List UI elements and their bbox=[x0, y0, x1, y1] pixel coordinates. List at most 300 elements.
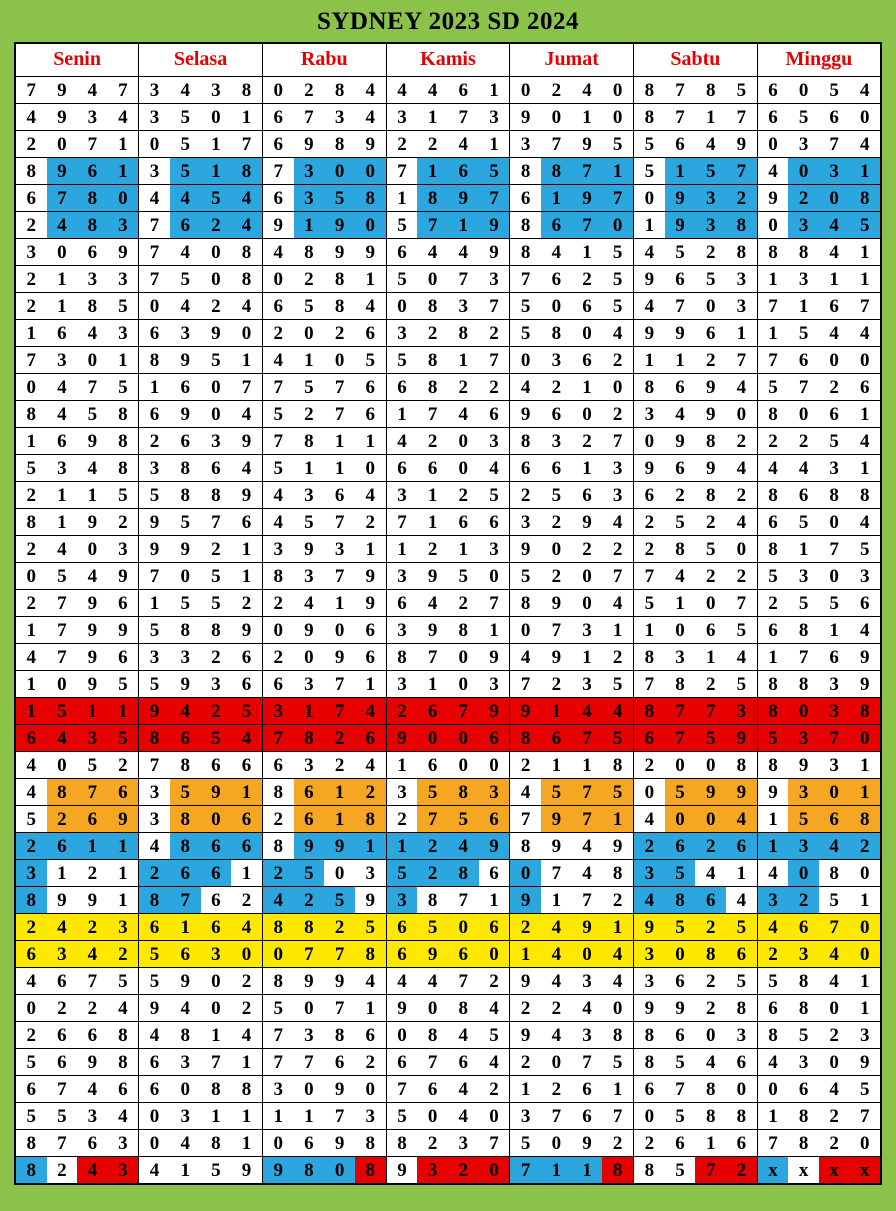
digit: 4 bbox=[726, 887, 757, 913]
digit: 4 bbox=[758, 914, 789, 940]
digit: 3 bbox=[294, 563, 325, 589]
digit: 7 bbox=[819, 536, 850, 562]
result-cell bbox=[757, 77, 881, 104]
digit: 2 bbox=[510, 914, 541, 940]
digit: 2 bbox=[602, 887, 633, 913]
digit: 6 bbox=[77, 158, 108, 184]
digit: 5 bbox=[665, 914, 696, 940]
result-cell bbox=[15, 563, 139, 590]
digit: 2 bbox=[47, 995, 78, 1021]
digit: 8 bbox=[231, 239, 262, 265]
digit-group bbox=[634, 185, 757, 211]
digit: x bbox=[819, 1157, 850, 1183]
digit: 0 bbox=[510, 617, 541, 643]
digit: 2 bbox=[201, 644, 232, 670]
digit: 8 bbox=[788, 968, 819, 994]
digit-group bbox=[387, 1076, 510, 1102]
result-cell bbox=[634, 347, 758, 374]
digit: 8 bbox=[510, 212, 541, 238]
digit: 1 bbox=[758, 266, 789, 292]
digit: 1 bbox=[417, 671, 448, 697]
digit-group bbox=[634, 1022, 757, 1048]
digit: 5 bbox=[665, 779, 696, 805]
digit: 6 bbox=[201, 914, 232, 940]
digit: 7 bbox=[201, 1049, 232, 1075]
result-cell bbox=[386, 212, 510, 239]
digit: 8 bbox=[634, 644, 665, 670]
digit: 0 bbox=[819, 563, 850, 589]
table-row bbox=[15, 455, 881, 482]
digit: x bbox=[788, 1157, 819, 1183]
digit: 0 bbox=[231, 320, 262, 346]
digit: 2 bbox=[139, 860, 170, 886]
digit: 9 bbox=[324, 212, 355, 238]
digit: 5 bbox=[758, 563, 789, 589]
digit-group bbox=[263, 887, 386, 913]
digit: 2 bbox=[417, 320, 448, 346]
digit: 0 bbox=[726, 401, 757, 427]
digit: 9 bbox=[387, 1157, 418, 1183]
result-cell bbox=[15, 671, 139, 698]
digit: 6 bbox=[324, 1049, 355, 1075]
digit: 5 bbox=[170, 509, 201, 535]
digit: 3 bbox=[170, 1049, 201, 1075]
digit: 2 bbox=[417, 1130, 448, 1156]
digit: 3 bbox=[77, 1103, 108, 1129]
digit: 5 bbox=[510, 293, 541, 319]
digit: 5 bbox=[819, 590, 850, 616]
digit: 6 bbox=[758, 617, 789, 643]
digit: 6 bbox=[448, 158, 479, 184]
table-row bbox=[15, 752, 881, 779]
digit: 8 bbox=[788, 1130, 819, 1156]
digit: 6 bbox=[510, 455, 541, 481]
digit: 1 bbox=[634, 617, 665, 643]
digit: 9 bbox=[108, 563, 139, 589]
digit: 0 bbox=[479, 1157, 510, 1183]
digit: 6 bbox=[77, 806, 108, 832]
digit: 7 bbox=[448, 266, 479, 292]
digit: 8 bbox=[695, 428, 726, 454]
result-cell bbox=[15, 185, 139, 212]
digit: 1 bbox=[602, 1076, 633, 1102]
digit: 6 bbox=[387, 941, 418, 967]
digit: 0 bbox=[541, 293, 572, 319]
digit: 3 bbox=[541, 428, 572, 454]
digit: 6 bbox=[634, 1076, 665, 1102]
digit: 4 bbox=[572, 860, 603, 886]
digit-group bbox=[16, 833, 138, 859]
digit: 6 bbox=[695, 320, 726, 346]
digit-group bbox=[139, 968, 262, 994]
result-cell bbox=[15, 995, 139, 1022]
digit-group bbox=[263, 698, 386, 724]
digit: 4 bbox=[726, 509, 757, 535]
digit: 0 bbox=[201, 239, 232, 265]
result-cell bbox=[262, 1076, 386, 1103]
digit: 7 bbox=[510, 671, 541, 697]
digit: 8 bbox=[819, 482, 850, 508]
digit: 4 bbox=[263, 347, 294, 373]
digit: 1 bbox=[16, 428, 47, 454]
digit: 7 bbox=[479, 347, 510, 373]
digit-group bbox=[16, 725, 138, 751]
digit: 0 bbox=[201, 806, 232, 832]
digit-group bbox=[139, 914, 262, 940]
digit: 6 bbox=[479, 725, 510, 751]
digit: 2 bbox=[695, 563, 726, 589]
digit: 8 bbox=[170, 1022, 201, 1048]
digit: 1 bbox=[788, 536, 819, 562]
result-cell bbox=[262, 995, 386, 1022]
digit: 0 bbox=[849, 914, 880, 940]
result-cell bbox=[510, 1049, 634, 1076]
digit: 6 bbox=[47, 968, 78, 994]
digit: 1 bbox=[231, 1130, 262, 1156]
digit: 2 bbox=[417, 860, 448, 886]
digit: 3 bbox=[201, 941, 232, 967]
digit: 1 bbox=[695, 104, 726, 130]
result-cell bbox=[510, 131, 634, 158]
digit: 5 bbox=[170, 266, 201, 292]
digit-group bbox=[758, 482, 880, 508]
result-cell bbox=[139, 968, 263, 995]
digit: 3 bbox=[448, 293, 479, 319]
result-cell bbox=[139, 995, 263, 1022]
digit: 8 bbox=[108, 401, 139, 427]
digit: 2 bbox=[47, 1157, 78, 1183]
result-cell bbox=[757, 347, 881, 374]
digit: 6 bbox=[231, 509, 262, 535]
digit-group bbox=[263, 1157, 386, 1183]
result-cell bbox=[510, 941, 634, 968]
digit-group bbox=[263, 968, 386, 994]
digit: 5 bbox=[602, 293, 633, 319]
result-cell bbox=[262, 77, 386, 104]
digit: 6 bbox=[387, 455, 418, 481]
digit: 4 bbox=[602, 320, 633, 346]
digit: 8 bbox=[758, 698, 789, 724]
digit: 3 bbox=[108, 914, 139, 940]
digit: 7 bbox=[541, 860, 572, 886]
digit: 4 bbox=[448, 1022, 479, 1048]
digit: 0 bbox=[448, 455, 479, 481]
digit-group bbox=[510, 1022, 633, 1048]
digit: 5 bbox=[324, 887, 355, 913]
digit: 4 bbox=[634, 239, 665, 265]
digit: 3 bbox=[819, 671, 850, 697]
digit: 5 bbox=[758, 725, 789, 751]
digit: 9 bbox=[665, 320, 696, 346]
result-cell bbox=[634, 320, 758, 347]
digit-group bbox=[634, 374, 757, 400]
digit: 9 bbox=[170, 347, 201, 373]
table-row bbox=[15, 482, 881, 509]
digit: 0 bbox=[201, 968, 232, 994]
digit: 3 bbox=[108, 212, 139, 238]
digit-group bbox=[139, 941, 262, 967]
digit: 5 bbox=[788, 590, 819, 616]
digit: 5 bbox=[201, 347, 232, 373]
digit-group bbox=[510, 158, 633, 184]
result-cell bbox=[386, 401, 510, 428]
result-cell bbox=[634, 482, 758, 509]
result-cell bbox=[634, 293, 758, 320]
table-row bbox=[15, 1022, 881, 1049]
digit: 1 bbox=[324, 779, 355, 805]
digit-group bbox=[634, 1157, 757, 1183]
digit: 3 bbox=[572, 968, 603, 994]
digit-group bbox=[510, 617, 633, 643]
digit: 9 bbox=[758, 779, 789, 805]
digit: 7 bbox=[448, 968, 479, 994]
digit: 7 bbox=[479, 293, 510, 319]
result-cell bbox=[386, 1076, 510, 1103]
digit: 6 bbox=[541, 455, 572, 481]
digit: 8 bbox=[231, 266, 262, 292]
result-cell bbox=[15, 1157, 139, 1185]
digit-group bbox=[263, 779, 386, 805]
digit-group bbox=[387, 617, 510, 643]
digit: 6 bbox=[170, 374, 201, 400]
table-header bbox=[15, 43, 881, 77]
digit: 1 bbox=[541, 698, 572, 724]
digit: 9 bbox=[139, 995, 170, 1021]
digit: 5 bbox=[695, 536, 726, 562]
digit: 7 bbox=[263, 428, 294, 454]
table-row bbox=[15, 1049, 881, 1076]
digit-group bbox=[387, 509, 510, 535]
digit: 3 bbox=[788, 563, 819, 589]
digit: 9 bbox=[139, 698, 170, 724]
digit: 8 bbox=[355, 185, 386, 211]
digit-group bbox=[387, 185, 510, 211]
digit: 7 bbox=[758, 1130, 789, 1156]
digit-group bbox=[139, 401, 262, 427]
result-cell bbox=[757, 968, 881, 995]
digit: 9 bbox=[355, 887, 386, 913]
digit: 4 bbox=[16, 968, 47, 994]
table-row bbox=[15, 266, 881, 293]
digit: 9 bbox=[294, 536, 325, 562]
digit: 6 bbox=[541, 266, 572, 292]
digit: 7 bbox=[77, 779, 108, 805]
digit: 4 bbox=[849, 320, 880, 346]
result-cell bbox=[139, 590, 263, 617]
result-cell bbox=[139, 833, 263, 860]
result-cell bbox=[15, 455, 139, 482]
digit: 1 bbox=[541, 1157, 572, 1183]
result-cell bbox=[634, 1022, 758, 1049]
digit: 3 bbox=[634, 968, 665, 994]
digit-group bbox=[634, 347, 757, 373]
digit: 7 bbox=[263, 1049, 294, 1075]
digit: 6 bbox=[16, 185, 47, 211]
digit: 2 bbox=[819, 1130, 850, 1156]
digit: 0 bbox=[819, 347, 850, 373]
result-cell bbox=[386, 806, 510, 833]
column-header-senin: Senin bbox=[15, 43, 139, 77]
results-table bbox=[14, 42, 882, 1185]
digit: 8 bbox=[634, 1157, 665, 1183]
result-cell bbox=[634, 1157, 758, 1185]
result-cell bbox=[634, 1130, 758, 1157]
digit-group bbox=[510, 104, 633, 130]
digit-group bbox=[139, 374, 262, 400]
digit-group bbox=[758, 941, 880, 967]
result-cell bbox=[634, 860, 758, 887]
digit: 0 bbox=[602, 104, 633, 130]
digit: 3 bbox=[695, 212, 726, 238]
digit: 2 bbox=[77, 995, 108, 1021]
digit: 5 bbox=[726, 914, 757, 940]
column-header-rabu: Rabu bbox=[262, 43, 386, 77]
digit: 8 bbox=[324, 77, 355, 103]
digit: 2 bbox=[417, 833, 448, 859]
result-cell bbox=[510, 347, 634, 374]
digit: 7 bbox=[819, 914, 850, 940]
result-cell bbox=[262, 158, 386, 185]
result-cell bbox=[634, 563, 758, 590]
digit-group bbox=[16, 131, 138, 157]
digit: 7 bbox=[108, 77, 139, 103]
digit: 4 bbox=[77, 77, 108, 103]
column-header-minggu: Minggu bbox=[757, 43, 881, 77]
digit: 1 bbox=[849, 266, 880, 292]
digit: 2 bbox=[479, 320, 510, 346]
digit: 8 bbox=[417, 887, 448, 913]
digit: 2 bbox=[16, 914, 47, 940]
result-cell bbox=[139, 914, 263, 941]
digit: 8 bbox=[355, 1130, 386, 1156]
digit: 1 bbox=[602, 914, 633, 940]
result-cell bbox=[386, 1049, 510, 1076]
digit: 0 bbox=[665, 806, 696, 832]
digit: 9 bbox=[510, 104, 541, 130]
digit-group bbox=[387, 455, 510, 481]
digit: 1 bbox=[108, 833, 139, 859]
digit: 6 bbox=[479, 509, 510, 535]
digit: 3 bbox=[788, 131, 819, 157]
digit: 4 bbox=[139, 185, 170, 211]
digit-group bbox=[758, 1022, 880, 1048]
digit-group bbox=[263, 833, 386, 859]
result-cell bbox=[757, 482, 881, 509]
digit-group bbox=[263, 185, 386, 211]
digit: 2 bbox=[479, 374, 510, 400]
digit: 8 bbox=[263, 968, 294, 994]
digit: 3 bbox=[139, 77, 170, 103]
result-cell bbox=[262, 185, 386, 212]
digit: 3 bbox=[788, 779, 819, 805]
digit: 3 bbox=[479, 536, 510, 562]
digit: 9 bbox=[47, 77, 78, 103]
digit-group bbox=[139, 1076, 262, 1102]
digit: 6 bbox=[758, 77, 789, 103]
digit: 2 bbox=[541, 1076, 572, 1102]
digit: 0 bbox=[634, 185, 665, 211]
digit: 5 bbox=[201, 563, 232, 589]
digit-group bbox=[634, 698, 757, 724]
digit-group bbox=[263, 455, 386, 481]
digit: 8 bbox=[170, 806, 201, 832]
digit: 1 bbox=[16, 671, 47, 697]
digit: 8 bbox=[758, 671, 789, 697]
table-row bbox=[15, 779, 881, 806]
digit: 7 bbox=[510, 266, 541, 292]
result-cell bbox=[634, 644, 758, 671]
digit: 3 bbox=[108, 320, 139, 346]
digit: 4 bbox=[695, 860, 726, 886]
digit-group bbox=[139, 1022, 262, 1048]
digit: 9 bbox=[479, 698, 510, 724]
digit: 8 bbox=[263, 914, 294, 940]
digit: 5 bbox=[726, 671, 757, 697]
digit: 0 bbox=[201, 374, 232, 400]
digit: 2 bbox=[324, 725, 355, 751]
digit: 6 bbox=[170, 860, 201, 886]
digit-group bbox=[758, 1049, 880, 1075]
digit: 5 bbox=[849, 536, 880, 562]
result-cell bbox=[510, 536, 634, 563]
digit: 5 bbox=[726, 617, 757, 643]
digit-group bbox=[139, 1049, 262, 1075]
digit: 1 bbox=[201, 1103, 232, 1129]
digit-group bbox=[510, 239, 633, 265]
result-cell bbox=[15, 752, 139, 779]
digit: 0 bbox=[201, 401, 232, 427]
digit: 7 bbox=[819, 725, 850, 751]
digit: 6 bbox=[139, 914, 170, 940]
result-cell bbox=[262, 104, 386, 131]
result-cell bbox=[262, 536, 386, 563]
digit: 8 bbox=[231, 1076, 262, 1102]
digit: 9 bbox=[665, 212, 696, 238]
result-cell bbox=[386, 320, 510, 347]
digit: 3 bbox=[788, 725, 819, 751]
digit: 0 bbox=[572, 563, 603, 589]
digit: 7 bbox=[294, 104, 325, 130]
digit: 8 bbox=[695, 77, 726, 103]
digit: 0 bbox=[170, 563, 201, 589]
digit-group bbox=[758, 833, 880, 859]
digit: 2 bbox=[572, 266, 603, 292]
digit: 0 bbox=[324, 347, 355, 373]
digit-group bbox=[510, 1103, 633, 1129]
result-cell bbox=[757, 1157, 881, 1185]
result-cell bbox=[139, 239, 263, 266]
digit: 4 bbox=[417, 968, 448, 994]
result-cell bbox=[386, 887, 510, 914]
digit: 4 bbox=[634, 806, 665, 832]
digit: 1 bbox=[849, 455, 880, 481]
result-cell bbox=[510, 1157, 634, 1185]
digit: 3 bbox=[634, 860, 665, 886]
digit: 0 bbox=[139, 131, 170, 157]
digit: 5 bbox=[16, 1049, 47, 1075]
digit: 8 bbox=[201, 1130, 232, 1156]
result-cell bbox=[262, 239, 386, 266]
digit-group bbox=[387, 266, 510, 292]
digit: 9 bbox=[324, 968, 355, 994]
digit: 7 bbox=[47, 185, 78, 211]
digit-group bbox=[758, 995, 880, 1021]
digit: 2 bbox=[758, 428, 789, 454]
digit: 6 bbox=[355, 401, 386, 427]
digit: 9 bbox=[77, 644, 108, 670]
digit-group bbox=[634, 482, 757, 508]
digit: 6 bbox=[665, 374, 696, 400]
